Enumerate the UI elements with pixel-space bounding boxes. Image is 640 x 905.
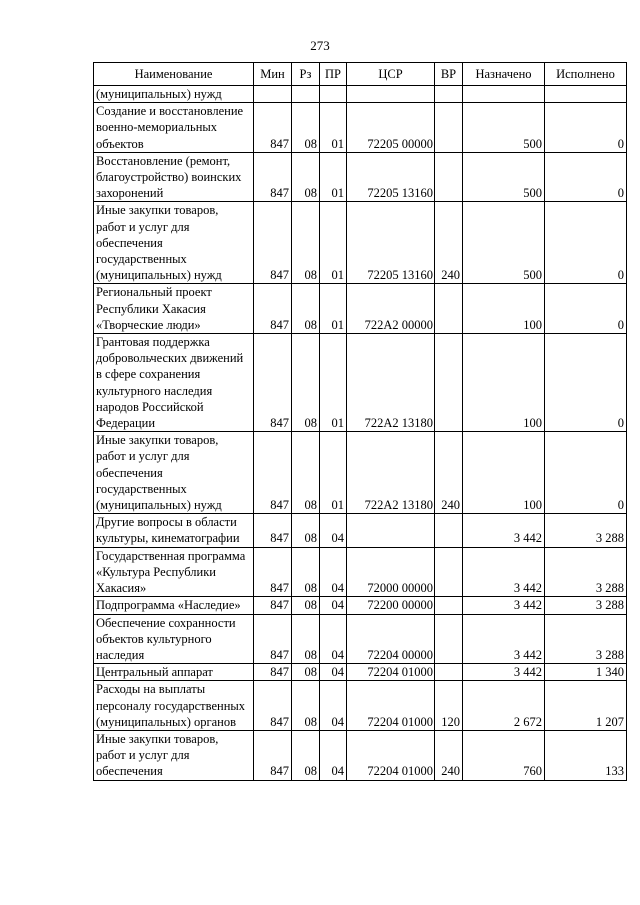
cell-name: Подпрограмма «Наследие» xyxy=(94,597,254,614)
cell-name: Иные закупки товаров, работ и услуг для обеспечения государственных (муниципальных) нужд xyxy=(94,432,254,514)
cell-min: 847 xyxy=(254,681,292,731)
cell-csr: 72204 01000 xyxy=(347,664,435,681)
cell-csr xyxy=(347,86,435,103)
cell-pr: 01 xyxy=(320,284,347,334)
cell-assigned: 3 442 xyxy=(463,514,545,547)
table-row xyxy=(94,597,627,614)
table-row xyxy=(94,730,627,780)
cell-rz: 08 xyxy=(292,681,320,731)
column-header-rz: Рз xyxy=(292,63,320,86)
cell-pr: 04 xyxy=(320,597,347,614)
table-row xyxy=(94,152,627,202)
cell-executed: 0 xyxy=(545,284,627,334)
budget-table xyxy=(93,62,627,781)
cell-vr xyxy=(435,86,463,103)
cell-csr: 72200 00000 xyxy=(347,597,435,614)
cell-min: 847 xyxy=(254,432,292,514)
cell-executed: 3 288 xyxy=(545,547,627,597)
table-row xyxy=(94,86,627,103)
cell-min: 847 xyxy=(254,284,292,334)
cell-pr: 04 xyxy=(320,664,347,681)
cell-vr: 120 xyxy=(435,681,463,731)
column-header-executed: Исполнено xyxy=(545,63,627,86)
cell-csr xyxy=(347,514,435,547)
cell-executed: 0 xyxy=(545,202,627,284)
cell-name: Создание и восстановление военно-мемориальных объектов xyxy=(94,103,254,153)
cell-name: Иные закупки товаров, работ и услуг для обеспечения государственных (муниципальных) нужд xyxy=(94,202,254,284)
cell-rz: 08 xyxy=(292,614,320,664)
table-row xyxy=(94,514,627,547)
cell-rz xyxy=(292,86,320,103)
cell-name: Государственная программа «Культура Республики Хакасия» xyxy=(94,547,254,597)
cell-executed xyxy=(545,86,627,103)
cell-assigned xyxy=(463,86,545,103)
cell-executed: 0 xyxy=(545,103,627,153)
cell-pr: 04 xyxy=(320,547,347,597)
cell-vr xyxy=(435,614,463,664)
cell-vr xyxy=(435,597,463,614)
table-row xyxy=(94,284,627,334)
cell-assigned: 100 xyxy=(463,334,545,432)
cell-executed: 1 207 xyxy=(545,681,627,731)
column-header-pr: ПР xyxy=(320,63,347,86)
cell-pr: 01 xyxy=(320,334,347,432)
cell-name: Расходы на выплаты персоналу государственных (муниципальных) органов xyxy=(94,681,254,731)
cell-csr: 72205 13160 xyxy=(347,202,435,284)
table-header-row xyxy=(94,63,627,86)
cell-pr: 01 xyxy=(320,152,347,202)
table-row xyxy=(94,202,627,284)
cell-vr xyxy=(435,284,463,334)
cell-csr: 72204 00000 xyxy=(347,614,435,664)
cell-pr: 04 xyxy=(320,681,347,731)
cell-pr: 04 xyxy=(320,730,347,780)
column-header-vr: ВР xyxy=(435,63,463,86)
cell-name: Обеспечение сохранности объектов культурного наследия xyxy=(94,614,254,664)
cell-rz: 08 xyxy=(292,103,320,153)
table-row xyxy=(94,681,627,731)
cell-min: 847 xyxy=(254,103,292,153)
cell-min: 847 xyxy=(254,730,292,780)
cell-name: Иные закупки товаров, работ и услуг для обеспечения xyxy=(94,730,254,780)
cell-rz: 08 xyxy=(292,284,320,334)
page-number: 273 xyxy=(310,38,330,53)
cell-min: 847 xyxy=(254,202,292,284)
cell-csr: 72204 01000 xyxy=(347,681,435,731)
cell-rz: 08 xyxy=(292,664,320,681)
cell-min: 847 xyxy=(254,514,292,547)
cell-name: Грантовая поддержка добровольческих движений в сфере сохранения культурного наследия народов Российской Федерации xyxy=(94,334,254,432)
cell-csr: 722A2 13180 xyxy=(347,432,435,514)
cell-name: Региональный проект Республики Хакасия «Творческие люди» xyxy=(94,284,254,334)
cell-name: Другие вопросы в области культуры, кинематографии xyxy=(94,514,254,547)
cell-assigned: 100 xyxy=(463,284,545,334)
cell-min: 847 xyxy=(254,152,292,202)
cell-vr xyxy=(435,664,463,681)
cell-assigned: 100 xyxy=(463,432,545,514)
table-row xyxy=(94,432,627,514)
cell-executed: 3 288 xyxy=(545,597,627,614)
cell-name: (муниципальных) нужд xyxy=(94,86,254,103)
cell-min: 847 xyxy=(254,664,292,681)
cell-min: 847 xyxy=(254,597,292,614)
cell-rz: 08 xyxy=(292,547,320,597)
cell-executed: 1 340 xyxy=(545,664,627,681)
cell-csr: 72000 00000 xyxy=(347,547,435,597)
cell-rz: 08 xyxy=(292,730,320,780)
cell-min: 847 xyxy=(254,334,292,432)
cell-min: 847 xyxy=(254,614,292,664)
table-row xyxy=(94,614,627,664)
table-row xyxy=(94,547,627,597)
cell-csr: 722A2 13180 xyxy=(347,334,435,432)
column-header-min: Мин xyxy=(254,63,292,86)
cell-pr: 01 xyxy=(320,432,347,514)
cell-rz: 08 xyxy=(292,514,320,547)
cell-executed: 3 288 xyxy=(545,614,627,664)
column-header-name: Наименование xyxy=(94,63,254,86)
cell-assigned: 3 442 xyxy=(463,547,545,597)
cell-assigned: 3 442 xyxy=(463,597,545,614)
cell-pr: 04 xyxy=(320,614,347,664)
table-body xyxy=(94,86,627,781)
cell-assigned: 500 xyxy=(463,103,545,153)
cell-rz: 08 xyxy=(292,432,320,514)
cell-vr xyxy=(435,334,463,432)
column-header-csr: ЦСР xyxy=(347,63,435,86)
cell-assigned: 2 672 xyxy=(463,681,545,731)
table-row xyxy=(94,334,627,432)
cell-executed: 0 xyxy=(545,432,627,514)
cell-executed: 133 xyxy=(545,730,627,780)
cell-vr xyxy=(435,514,463,547)
cell-assigned: 500 xyxy=(463,202,545,284)
cell-rz: 08 xyxy=(292,152,320,202)
cell-assigned: 3 442 xyxy=(463,614,545,664)
cell-csr: 72204 01000 xyxy=(347,730,435,780)
cell-csr: 722A2 00000 xyxy=(347,284,435,334)
cell-pr: 04 xyxy=(320,514,347,547)
cell-executed: 0 xyxy=(545,334,627,432)
table-row xyxy=(94,664,627,681)
cell-assigned: 3 442 xyxy=(463,664,545,681)
cell-executed: 3 288 xyxy=(545,514,627,547)
cell-vr: 240 xyxy=(435,202,463,284)
cell-pr xyxy=(320,86,347,103)
cell-vr: 240 xyxy=(435,432,463,514)
cell-vr: 240 xyxy=(435,730,463,780)
cell-rz: 08 xyxy=(292,597,320,614)
cell-assigned: 760 xyxy=(463,730,545,780)
table-row xyxy=(94,103,627,153)
cell-csr: 72205 13160 xyxy=(347,152,435,202)
cell-name: Центральный аппарат xyxy=(94,664,254,681)
column-header-assigned: Назначено xyxy=(463,63,545,86)
cell-assigned: 500 xyxy=(463,152,545,202)
cell-vr xyxy=(435,103,463,153)
cell-name: Восстановление (ремонт, благоустройство) воинских захоронений xyxy=(94,152,254,202)
cell-vr xyxy=(435,152,463,202)
cell-rz: 08 xyxy=(292,334,320,432)
cell-min: 847 xyxy=(254,547,292,597)
cell-pr: 01 xyxy=(320,103,347,153)
cell-executed: 0 xyxy=(545,152,627,202)
cell-vr xyxy=(435,547,463,597)
cell-csr: 72205 00000 xyxy=(347,103,435,153)
cell-min xyxy=(254,86,292,103)
cell-rz: 08 xyxy=(292,202,320,284)
cell-pr: 01 xyxy=(320,202,347,284)
